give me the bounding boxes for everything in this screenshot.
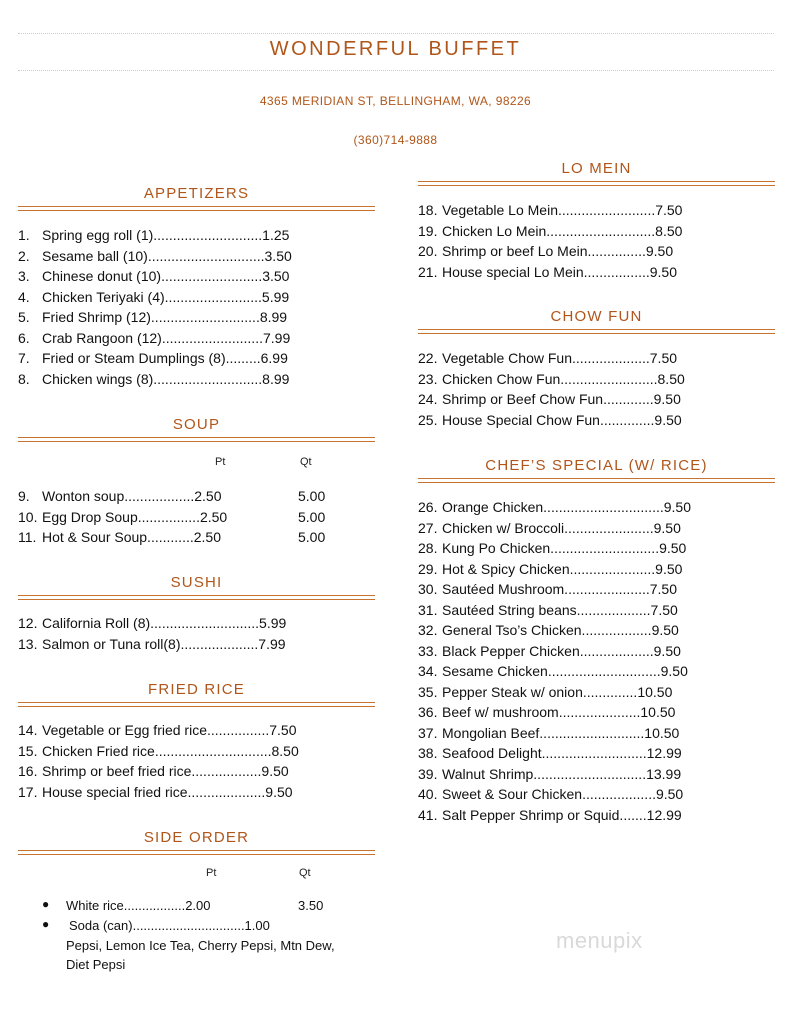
menu-item bbox=[418, 723, 775, 744]
menu-item bbox=[418, 200, 775, 221]
item-number: 12. bbox=[18, 615, 38, 631]
item-name-price: Seafood Delight...........................12.99 bbox=[442, 745, 682, 761]
item-number: 32. bbox=[418, 622, 438, 638]
section-title: SOUP bbox=[172, 416, 221, 433]
item-number: 30. bbox=[418, 581, 438, 597]
item-name-price: Shrimp or beef fried rice..................9.50 bbox=[42, 763, 289, 779]
item-number: 19. bbox=[418, 222, 438, 239]
item-number: 40. bbox=[418, 786, 438, 802]
restaurant-address: 4365 MERIDIAN ST, BELLINGHAM, WA, 98226 bbox=[259, 94, 532, 108]
item-name-price: Chicken Fried rice..............................8.50 bbox=[42, 742, 299, 759]
item-number: 13. bbox=[18, 635, 38, 652]
lo-mein-section bbox=[418, 160, 775, 282]
item-number: 24. bbox=[418, 391, 438, 407]
item-number: 34. bbox=[418, 663, 438, 679]
menu-item bbox=[418, 410, 775, 431]
item-number: 41. bbox=[418, 806, 438, 823]
bullet-icon: ● bbox=[42, 917, 50, 931]
item-name-price: California Roll (8)............................5.99 bbox=[42, 615, 287, 631]
item-number: 20. bbox=[418, 243, 438, 259]
menu-item bbox=[418, 262, 775, 283]
item-name-price: Chicken Lo Mein............................8.50 bbox=[442, 222, 683, 239]
section-title: CHEF’S SPECIAL (W/ RICE) bbox=[485, 457, 708, 474]
chefs-special-section bbox=[418, 457, 775, 825]
section-rule bbox=[418, 329, 775, 334]
menu-item bbox=[418, 641, 775, 662]
item-name-price: Fried or Steam Dumplings (8).........6.99 bbox=[42, 350, 288, 366]
item-name-price: General Tso’s Chicken..................9.50 bbox=[442, 622, 679, 638]
section-title: CHOW FUN bbox=[550, 308, 643, 325]
menu-item bbox=[418, 241, 775, 262]
menu-item bbox=[18, 246, 375, 267]
menu-item bbox=[418, 348, 775, 369]
item-name-price: Salt Pepper Shrimp or Squid.......12.99 bbox=[442, 806, 682, 823]
section-title: FRIED RICE bbox=[147, 681, 245, 698]
item-name-price: Sautéed Mushroom......................7.50 bbox=[442, 581, 677, 597]
qt-column-header: Qt bbox=[299, 867, 311, 879]
item-name-price: Wonton soup..................2.50 bbox=[42, 488, 222, 504]
menu-item bbox=[18, 486, 375, 507]
item-name-price: Salmon or Tuna roll(8)....................7.99 bbox=[42, 635, 286, 652]
menu-item bbox=[418, 743, 775, 764]
item-name-price: Black Pepper Chicken...................9.50 bbox=[442, 642, 681, 659]
item-name-price: Sesame ball (10)..............................3.50 bbox=[42, 247, 292, 264]
item-name-price: Sautéed String beans...................7.50 bbox=[442, 601, 678, 618]
menu-item bbox=[418, 579, 775, 600]
menu-item bbox=[18, 527, 375, 548]
item-name-price: Chicken Chow Fun.........................8.50 bbox=[442, 370, 685, 387]
pt-column-header: Pt bbox=[215, 456, 226, 468]
menu-item bbox=[418, 600, 775, 621]
item-number: 27. bbox=[418, 519, 438, 536]
menu-item bbox=[418, 661, 775, 682]
menu-item bbox=[418, 764, 775, 785]
bullet-icon: ● bbox=[42, 897, 50, 911]
item-name-price: Hot & Sour Soup............2.50 bbox=[42, 529, 221, 545]
menu-item bbox=[18, 369, 375, 390]
menu-item bbox=[418, 805, 775, 826]
section-rule bbox=[18, 595, 375, 600]
section-rule bbox=[418, 478, 775, 483]
menu-item bbox=[18, 634, 375, 655]
soda-item: Soda (can)...............................1.00 bbox=[69, 918, 270, 933]
item-name-price: Vegetable Chow Fun....................7.50 bbox=[442, 350, 678, 366]
side-order-section bbox=[18, 829, 375, 979]
title-dotted-line bbox=[18, 70, 774, 71]
section-rule bbox=[18, 850, 375, 855]
menu-item bbox=[418, 620, 775, 641]
item-name-price: Pepper Steak w/ onion..............10.50 bbox=[442, 683, 673, 700]
item-number: 39. bbox=[418, 765, 438, 782]
top-dotted-line bbox=[18, 33, 774, 34]
chow-fun-list bbox=[418, 348, 775, 430]
item-number: 33. bbox=[418, 642, 438, 659]
item-name-price: Chicken w/ Broccoli.......................9.50 bbox=[442, 519, 681, 536]
item-name-price: House special fried rice....................9.50 bbox=[42, 783, 293, 800]
qt-price: 5.00 bbox=[298, 488, 326, 504]
item-name-price: Chinese donut (10)..........................3.50 bbox=[42, 268, 290, 284]
item-number: 8. bbox=[18, 370, 30, 387]
menu-item bbox=[418, 682, 775, 703]
menu-item bbox=[18, 761, 375, 782]
soda-flavors-cont: Diet Pepsi bbox=[66, 957, 126, 972]
item-number: 37. bbox=[418, 724, 438, 741]
item-name-price: Crab Rangoon (12)..........................7.99 bbox=[42, 329, 291, 346]
item-number: 9. bbox=[18, 488, 30, 504]
white-rice-qt-price: 3.50 bbox=[298, 898, 324, 913]
appetizers-list bbox=[18, 225, 375, 389]
item-name-price: Chicken Teriyaki (4).........................5.99 bbox=[42, 288, 290, 305]
menu-item bbox=[418, 538, 775, 559]
lo-mein-list bbox=[418, 200, 775, 282]
section-rule bbox=[418, 181, 775, 186]
item-number: 6. bbox=[18, 329, 30, 346]
item-number: 2. bbox=[18, 247, 30, 264]
menu-item bbox=[18, 348, 375, 369]
item-name-price: Shrimp or Beef Chow Fun.............9.50 bbox=[442, 391, 681, 407]
menu-item bbox=[18, 613, 375, 634]
menu-item bbox=[18, 507, 375, 528]
fried-rice-list bbox=[18, 720, 375, 802]
item-number: 7. bbox=[18, 350, 30, 366]
soup-list bbox=[18, 486, 375, 548]
item-number: 3. bbox=[18, 268, 30, 284]
menu-item bbox=[418, 497, 775, 518]
section-title: LO MEIN bbox=[561, 160, 632, 177]
item-number: 15. bbox=[18, 742, 38, 759]
item-name-price: Fried Shrimp (12)............................8.99 bbox=[42, 309, 288, 325]
item-name-price: Egg Drop Soup................2.50 bbox=[42, 508, 228, 525]
chefs-special-list bbox=[418, 497, 775, 825]
menu-item bbox=[418, 702, 775, 723]
section-title: SIDE ORDER bbox=[143, 829, 250, 846]
item-number: 10. bbox=[18, 508, 38, 525]
item-name-price: House Special Chow Fun..............9.50 bbox=[442, 411, 682, 428]
menu-item bbox=[418, 518, 775, 539]
section-rule bbox=[18, 702, 375, 707]
item-number: 14. bbox=[18, 722, 38, 738]
item-number: 11. bbox=[18, 529, 37, 545]
item-name-price: Vegetable or Egg fried rice................7.50 bbox=[42, 722, 297, 738]
section-title: SUSHI bbox=[170, 574, 223, 591]
item-number: 25. bbox=[418, 411, 438, 428]
white-rice-item: White rice.................2.00 bbox=[66, 898, 211, 913]
soda-flavors: Pepsi, Lemon Ice Tea, Cherry Pepsi, Mtn Dew, bbox=[66, 938, 335, 953]
qt-price: 5.00 bbox=[298, 508, 326, 525]
item-number: 28. bbox=[418, 540, 438, 556]
item-name-price: Vegetable Lo Mein.........................7.50 bbox=[442, 202, 683, 218]
item-number: 36. bbox=[418, 704, 438, 720]
item-name-price: Sweet & Sour Chicken...................9.50 bbox=[442, 786, 684, 802]
menu-item bbox=[18, 225, 375, 246]
menu-item bbox=[418, 369, 775, 390]
item-name-price: Orange Chicken...............................9.50 bbox=[442, 499, 691, 515]
item-name-price: Shrimp or beef Lo Mein...............9.50 bbox=[442, 243, 674, 259]
item-number: 38. bbox=[418, 745, 438, 761]
menu-item bbox=[18, 720, 375, 741]
item-number: 1. bbox=[18, 227, 30, 243]
pt-column-header: Pt bbox=[206, 867, 217, 879]
item-number: 22. bbox=[418, 350, 438, 366]
menu-item bbox=[18, 782, 375, 803]
item-number: 16. bbox=[18, 763, 38, 779]
item-name-price: Walnut Shrimp.............................13.99 bbox=[442, 765, 682, 782]
sushi-section bbox=[18, 574, 375, 654]
item-name-price: House special Lo Mein.................9.50 bbox=[442, 263, 678, 280]
section-title: APPETIZERS bbox=[143, 185, 250, 202]
menu-item bbox=[18, 287, 375, 308]
sushi-list bbox=[18, 613, 375, 654]
section-rule bbox=[18, 206, 375, 211]
menupix-watermark: menupix bbox=[556, 928, 643, 953]
menu-item bbox=[18, 741, 375, 762]
item-number: 29. bbox=[418, 560, 438, 577]
item-name-price: Hot & Spicy Chicken......................9.50 bbox=[442, 560, 683, 577]
item-number: 5. bbox=[18, 309, 30, 325]
appetizers-section bbox=[18, 185, 375, 389]
item-number: 21. bbox=[418, 263, 438, 280]
soup-section bbox=[18, 416, 375, 548]
chow-fun-section bbox=[418, 308, 775, 430]
fried-rice-section bbox=[18, 681, 375, 802]
item-number: 26. bbox=[418, 499, 438, 515]
section-rule bbox=[18, 437, 375, 442]
item-name-price: Kung Po Chicken............................9.50 bbox=[442, 540, 687, 556]
restaurant-phone: (360)714-9888 bbox=[353, 133, 438, 147]
item-number: 17. bbox=[18, 783, 38, 800]
item-name-price: Chicken wings (8)............................8.99 bbox=[42, 370, 290, 387]
menu-item bbox=[18, 328, 375, 349]
item-name-price: Mongolian Beef...........................10.50 bbox=[442, 724, 680, 741]
restaurant-title: WONDERFUL BUFFET bbox=[269, 38, 522, 60]
item-name-price: Sesame Chicken.............................9.50 bbox=[442, 663, 688, 679]
menu-item bbox=[418, 559, 775, 580]
qt-column-header: Qt bbox=[300, 456, 312, 468]
item-name-price: Spring egg roll (1)............................1.25 bbox=[42, 227, 290, 243]
menu-item bbox=[418, 389, 775, 410]
item-number: 18. bbox=[418, 202, 438, 218]
menu-item bbox=[418, 221, 775, 242]
menu-item bbox=[18, 266, 375, 287]
item-name-price: Beef w/ mushroom.....................10.50 bbox=[442, 704, 676, 720]
qt-price: 5.00 bbox=[298, 529, 326, 545]
menu-item bbox=[418, 784, 775, 805]
item-number: 31. bbox=[418, 601, 438, 618]
item-number: 23. bbox=[418, 370, 438, 387]
menu-item bbox=[18, 307, 375, 328]
item-number: 4. bbox=[18, 288, 30, 305]
item-number: 35. bbox=[418, 683, 438, 700]
